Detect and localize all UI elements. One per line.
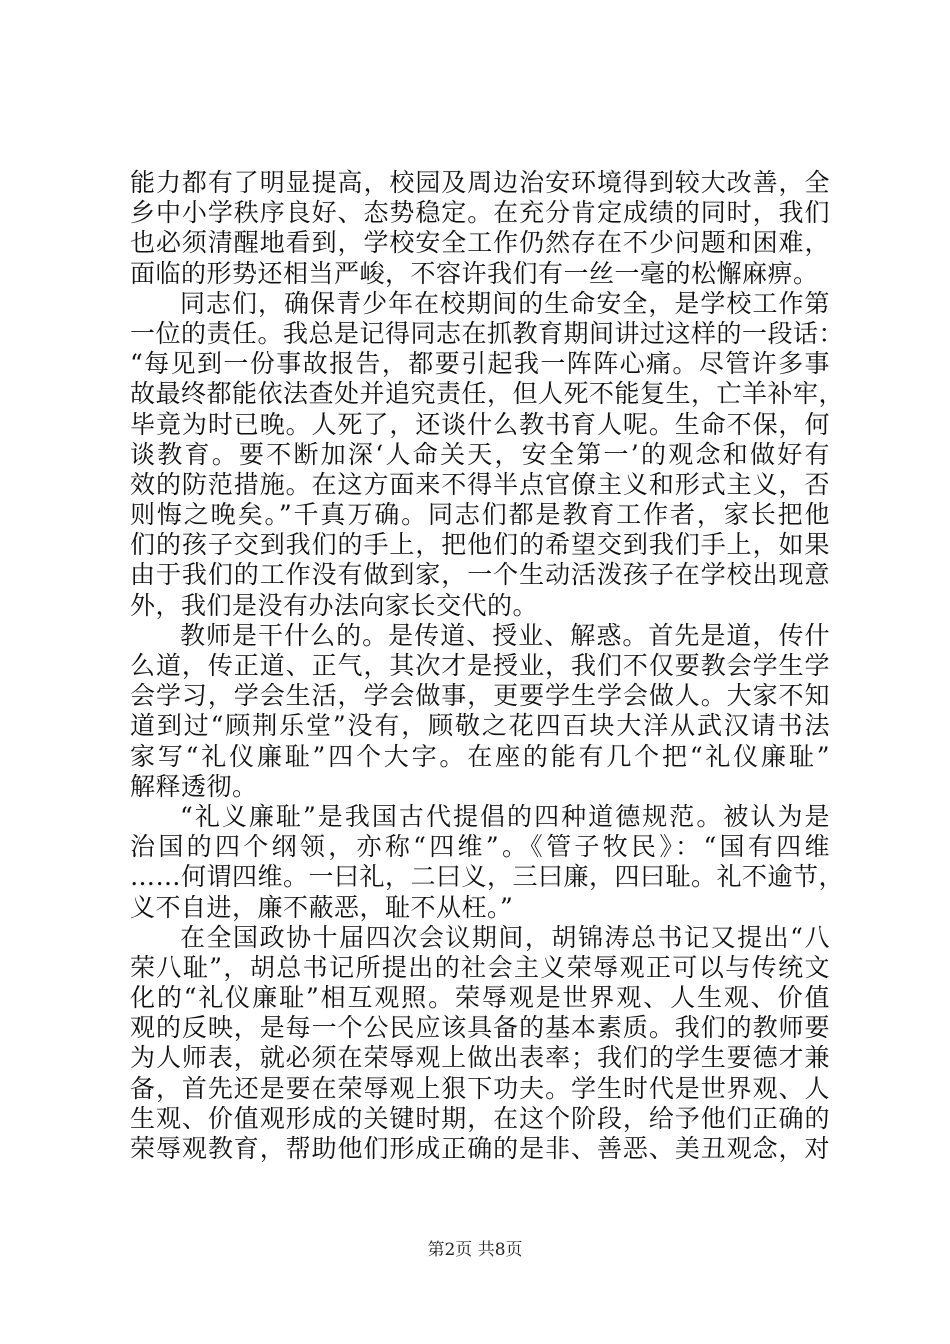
text-line: 谈教育。要不断加深‘人命关天，安全第一’的观念和做好有: [130, 439, 830, 469]
text-line: 么道，传正道、正气，其次才是授业，我们不仅要教会学生学: [130, 651, 830, 680]
text-line: 乡中小学秩序良好、态势稳定。在充分肯定成绩的同时，我们: [130, 198, 830, 228]
text-line: 则悔之晚矣。”千真万确。同志们都是教育工作者，家长把他: [130, 500, 830, 530]
text-line: 由于我们的工作没有做到家，一个生动活泼孩子在学校出现意: [130, 560, 830, 590]
text-line: 毕竟为时已晚。人死了，还谈什么教书育人呢。生命不保，何: [130, 409, 830, 439]
text-line: 一位的责任。我总是记得同志在抓教育期间讲过这样的一段话：: [130, 318, 845, 348]
text-line: 会学习，学会生活，学会做事，更要学生学会做人。大家不知: [130, 681, 830, 711]
text-line: 能力都有了明显提高，校园及周边治安环境得到较大改善，全: [130, 168, 830, 197]
text-line: 荣辱观教育，帮助他们形成正确的是非、善恶、美丑观念，对: [130, 1134, 830, 1163]
text-line: 观的反映，是每一个公民应该具备的基本素质。我们的教师要: [130, 1013, 830, 1043]
text-line: 面临的形势还相当严峻，不容许我们有一丝一毫的松懈麻痹。: [130, 258, 819, 288]
text-line: 生观、价值观形成的关键时期，在这个阶段，给予他们正确的: [130, 1103, 830, 1133]
document-body: [130, 168, 845, 1164]
text-line: 故最终都能依法查处并追究责任，但人死不能复生，亡羊补牢，: [130, 379, 845, 409]
text-line: 荣八耻”，胡总书记所提出的社会主义荣辱观正可以与传统文: [130, 952, 830, 982]
page-footer: 第2页 共8页: [427, 1240, 523, 1260]
text-line: 为人师表，就必须在荣辱观上做出表率；我们的学生要德才兼: [130, 1043, 830, 1073]
text-line: 化的“礼仪廉耻”相互观照。荣辱观是世界观、人生观、价值: [130, 983, 830, 1013]
text-line: 效的防范措施。在这方面来不得半点官僚主义和形式主义，否: [130, 469, 830, 499]
text-line: 备，首先还是要在荣辱观上狠下功夫。学生时代是世界观、人: [130, 1073, 830, 1103]
text-line: 家写“礼仪廉耻”四个大字。在座的能有几个把“礼仪廉耻”: [130, 741, 830, 771]
text-line: “礼义廉耻”是我国古代提倡的四种道德规范。被认为是: [180, 801, 830, 831]
text-line: 解释透彻。: [130, 771, 258, 801]
text-line: ……何谓四维。一曰礼，二曰义，三曰廉，四曰耻。礼不逾节，: [130, 862, 845, 892]
text-line: 们的孩子交到我们的手上，把他们的希望交到我们手上，如果: [130, 530, 830, 560]
text-line: 道到过“顾荆乐堂”没有，顾敬之花四百块大洋从武汉请书法: [130, 711, 830, 741]
text-line: 教师是干什么的。是传道、授业、解惑。首先是道，传什: [180, 620, 830, 650]
text-line: 在全国政协十届四次会议期间，胡锦涛总书记又提出“八: [180, 922, 830, 952]
text-line: 也必须清醒地看到，学校安全工作仍然存在不少问题和困难，: [130, 228, 830, 258]
text-line: 义不自进，廉不蔽恶，耻不从枉。”: [130, 892, 514, 922]
text-line: 外，我们是没有办法向家长交代的。: [130, 590, 539, 620]
text-line: 治国的四个纲领，亦称“四维”。《管子牧民》：“国有四维: [130, 832, 830, 862]
text-line: “每见到一份事故报告，都要引起我一阵阵心痛。尽管许多事: [130, 349, 830, 379]
text-line: 同志们，确保青少年在校期间的生命安全，是学校工作第: [180, 288, 830, 318]
